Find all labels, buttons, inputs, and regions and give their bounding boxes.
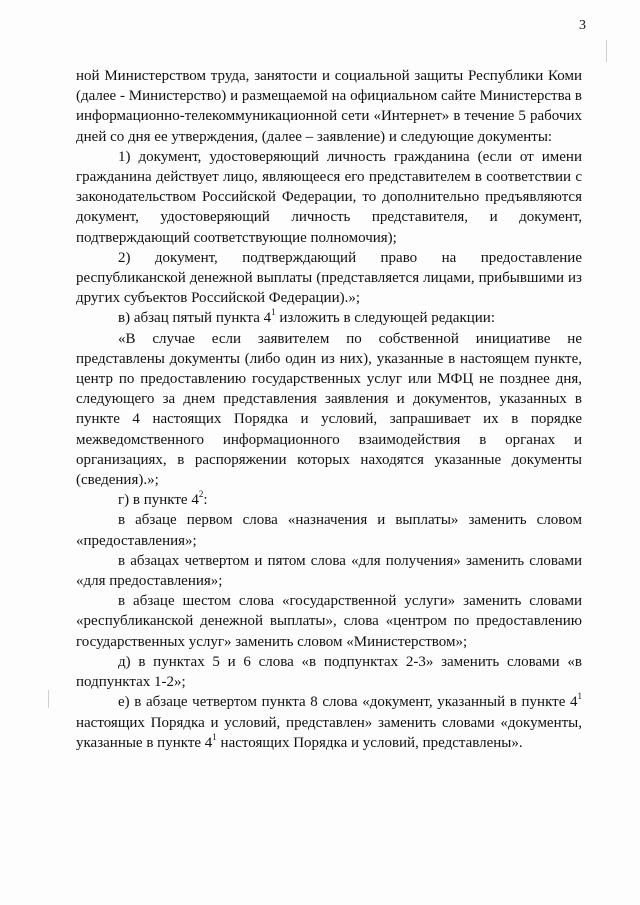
paragraph-text: : bbox=[203, 492, 208, 509]
paragraph-item-1: 1) документ, удостоверяющий личность гражданина (если от имени гражданина действует лицо, являющееся его представителем в соответствии с законодательством Российской Федерации, то дополнительно предъявляются документ, удостоверяющий личность представителя, и документ, подтверждающий соответствующие полномочия); bbox=[76, 148, 582, 246]
document-body bbox=[76, 66, 582, 753]
superscript: 1 bbox=[212, 731, 217, 742]
paragraph-item-v bbox=[76, 308, 582, 328]
paragraph-text: г) в пункте 4 bbox=[118, 492, 199, 509]
paragraph-text: в) абзац пятый пункта 4 bbox=[118, 310, 272, 327]
paragraph-item-e bbox=[76, 692, 582, 753]
paragraph-text: настоящих Порядка и условий, представлены». bbox=[216, 734, 523, 751]
paragraph-text: изложить в следующей редакции: bbox=[275, 310, 496, 327]
paragraph-amendment-1: в абзаце первом слова «назначения и выплаты» заменить словом «предоставления»; bbox=[76, 512, 582, 549]
paragraph-text: настоящих Порядка и условий, представлен» заменить словами «документы, указанные в пункте 4 bbox=[76, 714, 582, 751]
superscript: 1 bbox=[271, 307, 276, 318]
paragraph-text: е) в абзаце четвертом пункта 8 слова «документ, указанный в пункте 4 bbox=[118, 694, 578, 711]
paragraph-item-d: д) в пунктах 5 и 6 слова «в подпунктах 2-3» заменить словами «в подпунктах 1-2»; bbox=[76, 653, 582, 691]
paragraph-amendment-2: в абзацах четвертом и пятом слова «для получения» заменить словами «для предоставления»; bbox=[76, 552, 582, 590]
paragraph-amendment-3: в абзаце шестом слова «государственной услуги» заменить словами «республиканской денежной выплаты», слова «центром по предоставлению государственных услуг» заменить словом «Министерством»; bbox=[76, 593, 582, 650]
paragraph-quote: «В случае если заявителем по собственной инициативе не представлены документы (либо один из них), указанные в настоящем пункте, центр по предоставлению государственных услуг или МФЦ не позднее дня, следующего за днем представления заявления и документов, указанных в пункте 4 настоящих Порядка и условий, запрашивает их в порядке межведомственного информационного взаимодействия в органах и организациях, в распоряжении которых находятся указанные документы (сведения).»; bbox=[76, 330, 582, 489]
paragraph-item-g bbox=[76, 490, 582, 510]
page-number: 3 bbox=[579, 18, 586, 33]
paragraph-item-2: 2) документ, подтверждающий право на предоставление республиканской денежной выплаты (представляется лицами, прибывшими из других субъектов Российской Федерации).»; bbox=[76, 249, 582, 307]
scan-margin-mark bbox=[606, 40, 607, 62]
paragraph-continuation: ной Министерством труда, занятости и социальной защиты Республики Коми (далее - Министерство) и размещаемой на официальном сайте Министерства в информационно-телекоммуникационной сети «Интернет» в течение 5 рабочих дней со дня ее утверждения, (далее – заявление) и следующие документы: bbox=[76, 68, 582, 145]
scan-margin-mark bbox=[48, 690, 49, 708]
superscript: 2 bbox=[198, 489, 204, 500]
superscript: 1 bbox=[577, 691, 582, 702]
